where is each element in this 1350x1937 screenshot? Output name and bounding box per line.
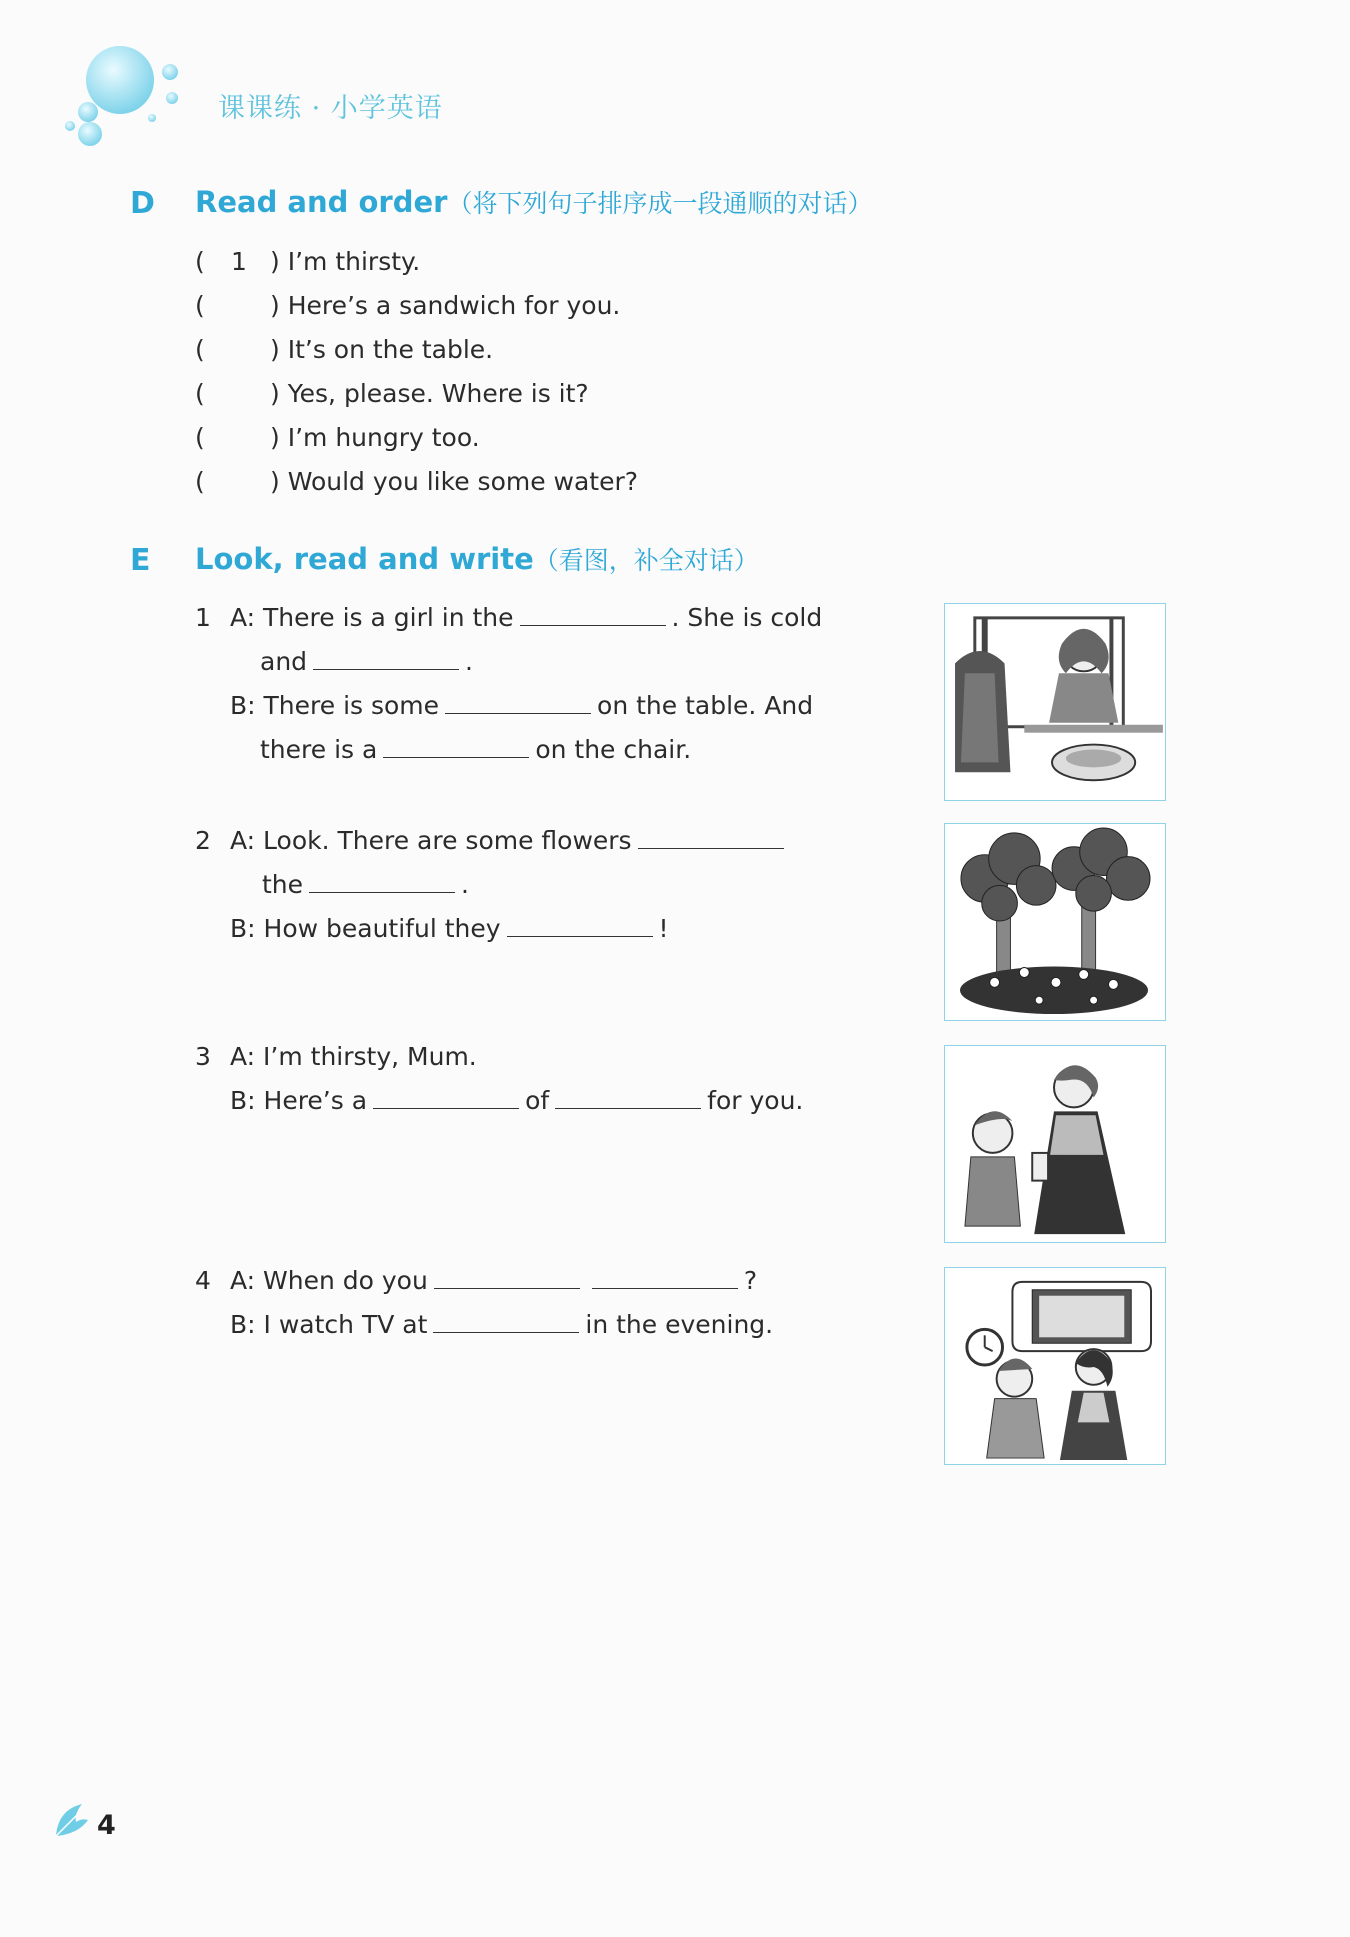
q1-text: on the chair. (535, 735, 692, 764)
answer-blank[interactable] (433, 1310, 579, 1333)
q4-line-1 (230, 1266, 757, 1295)
q1-text: B: There is some (230, 691, 440, 720)
answer-blank[interactable] (309, 870, 455, 893)
question-2-number: 2 (195, 826, 211, 855)
q1-line-1 (230, 603, 822, 632)
answer-blank[interactable] (383, 735, 529, 758)
trees-and-flowers-picture (944, 823, 1166, 1021)
q2-text: A: Look. There are some flowers (230, 826, 632, 855)
order-number[interactable]: 1 (231, 247, 247, 276)
q4-text: A: When do you (230, 1266, 428, 1295)
q1-text: A: There is a girl in the (230, 603, 514, 632)
q2-text: B: How beautiful they (230, 914, 501, 943)
answer-blank[interactable] (434, 1266, 580, 1289)
q3-text: B: Here’s a (230, 1086, 368, 1115)
answer-blank[interactable] (555, 1086, 701, 1109)
answer-blank[interactable] (313, 647, 459, 670)
q1-line-3 (230, 691, 813, 720)
order-paren: ( (195, 423, 205, 452)
section-e-title (195, 541, 759, 577)
q2-line-1 (230, 826, 790, 855)
q3-text: of (525, 1086, 550, 1115)
section-d-title (195, 184, 872, 220)
order-paren: ( (195, 379, 205, 408)
order-item-3: ) It’s on the table. (270, 335, 494, 364)
girl-by-window-illustration (945, 604, 1165, 800)
section-e-letter: E (130, 543, 151, 578)
q4-text: B: I watch TV at (230, 1310, 428, 1339)
tv-and-clock-illustration (945, 1268, 1165, 1464)
bubbles-decoration (60, 40, 190, 150)
q4-text: ? (743, 1266, 758, 1295)
q2-text: the (262, 870, 304, 899)
trees-illustration (945, 824, 1165, 1020)
answer-blank[interactable] (520, 603, 666, 626)
girl-by-window-picture (944, 603, 1166, 801)
q2-text: ! (658, 914, 669, 943)
answer-blank[interactable] (507, 914, 653, 937)
section-e-title-en: Look, read and write (195, 542, 534, 576)
section-d-title-cn: （将下列句子排序成一段通顺的对话） (447, 189, 873, 218)
page-number: 4 (97, 1810, 116, 1841)
answer-blank[interactable] (373, 1086, 519, 1109)
section-d-letter: D (130, 186, 155, 221)
q3-text: A: I’m thirsty, Mum. (230, 1042, 477, 1071)
q3-line-1 (230, 1042, 477, 1071)
mum-and-boy-illustration (945, 1046, 1165, 1242)
q2-line-3 (230, 914, 669, 943)
q2-line-2 (262, 870, 469, 899)
order-item-5: ) I’m hungry too. (270, 423, 480, 452)
answer-blank[interactable] (445, 691, 591, 714)
order-item-4: ) Yes, please. Where is it? (270, 379, 589, 408)
header-title: 课课练 · 小学英语 (218, 93, 443, 124)
answer-blank[interactable] (638, 826, 784, 849)
section-e-title-cn: （看图，补全对话） (533, 546, 759, 575)
answer-blank[interactable] (592, 1266, 738, 1289)
mum-gives-water-picture (944, 1045, 1166, 1243)
leaf-icon (52, 1800, 92, 1840)
order-paren: ( (195, 335, 205, 364)
q1-text: on the table. And (597, 691, 814, 720)
order-paren: ( (195, 247, 205, 276)
q1-line-4 (260, 735, 691, 764)
q1-text: . (465, 647, 473, 676)
order-paren: ( (195, 467, 205, 496)
q1-line-2 (260, 647, 473, 676)
q1-text: and (260, 647, 308, 676)
question-1-number: 1 (195, 603, 211, 632)
order-item-6: ) Would you like some water? (270, 467, 639, 496)
tv-and-clock-picture (944, 1267, 1166, 1465)
q3-text: for you. (707, 1086, 804, 1115)
q1-text: . She is cold (671, 603, 823, 632)
section-d-title-en: Read and order (195, 185, 448, 219)
q4-line-2 (230, 1310, 773, 1339)
order-item-1: ) I’m thirsty. (270, 247, 421, 276)
q2-text: . (461, 870, 469, 899)
q1-text: there is a (260, 735, 378, 764)
order-paren: ( (195, 291, 205, 320)
q3-line-2 (230, 1086, 803, 1115)
q4-text: in the evening. (585, 1310, 774, 1339)
question-4-number: 4 (195, 1266, 211, 1295)
question-3-number: 3 (195, 1042, 211, 1071)
order-item-2: ) Here’s a sandwich for you. (270, 291, 621, 320)
